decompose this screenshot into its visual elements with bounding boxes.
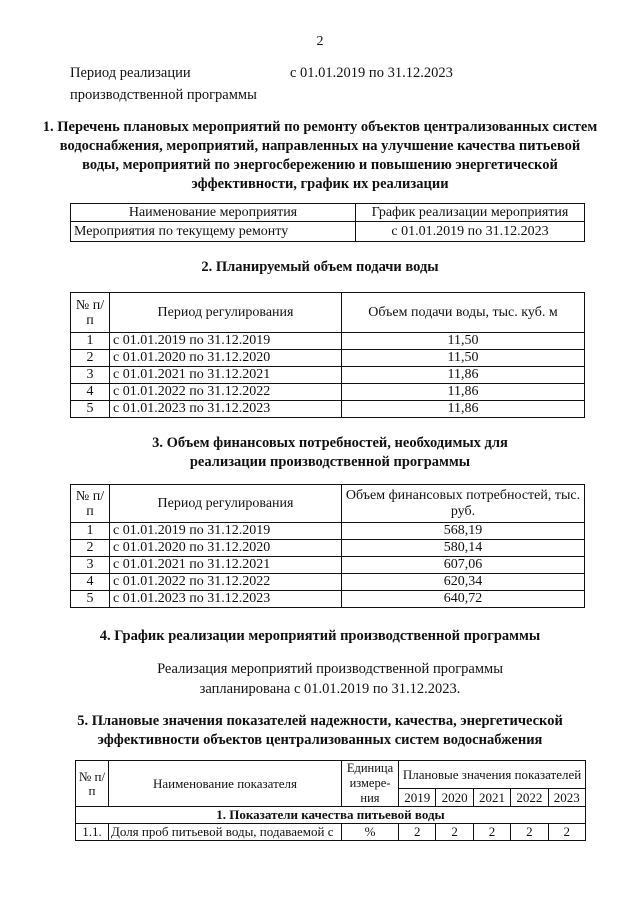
s3-cell: с 01.01.2023 по 31.12.2023: [110, 591, 342, 608]
s5-cell: 2: [548, 824, 585, 841]
page-number: 2: [316, 34, 324, 49]
table-row: [71, 401, 585, 418]
s3-header-num: № п/п: [71, 485, 110, 523]
s3-cell: 568,19: [342, 523, 585, 540]
s5-header-num: № п/п: [76, 761, 109, 807]
s2-cell: 3: [71, 367, 110, 384]
s3-cell: 607,06: [342, 557, 585, 574]
section1-table: [70, 203, 585, 242]
period-value: с 01.01.2019 по 31.12.2023: [290, 65, 453, 81]
s2-cell: с 01.01.2023 по 31.12.2023: [110, 401, 342, 418]
table-row: [76, 824, 586, 841]
period-label-line2: производственной программы: [70, 87, 257, 103]
section4-text: Реализация мероприятий производственной программы запланирована с 01.01.2019 по 31.12.2023.: [157, 661, 503, 697]
s3-cell: с 01.01.2019 по 31.12.2019: [110, 523, 342, 540]
table-row: [71, 574, 585, 591]
s5-header-name: Наименование показателя: [109, 761, 342, 807]
s3-cell: с 01.01.2021 по 31.12.2021: [110, 557, 342, 574]
s3-cell: с 01.01.2020 по 31.12.2020: [110, 540, 342, 557]
s2-cell: 4: [71, 384, 110, 401]
s1-header-schedule: График реализации мероприятия: [356, 204, 585, 222]
table-row: [71, 222, 585, 242]
s2-header-num: № п/п: [71, 293, 110, 333]
section4-title: 4. График реализации мероприятий производственной программы: [99, 628, 541, 644]
table-row: [71, 384, 585, 401]
s2-cell: 11,86: [342, 384, 585, 401]
s2-cell: 1: [71, 333, 110, 350]
s2-cell: с 01.01.2021 по 31.12.2021: [110, 367, 342, 384]
s2-cell: 2: [71, 350, 110, 367]
s3-cell: 5: [71, 591, 110, 608]
table-row: [71, 557, 585, 574]
s5-header-year: 2021: [473, 789, 510, 807]
s2-cell: с 01.01.2020 по 31.12.2020: [110, 350, 342, 367]
s2-cell: 11,50: [342, 350, 585, 367]
period-label-line1: Период реализации: [70, 65, 191, 81]
s2-cell: 11,50: [342, 333, 585, 350]
s2-cell: с 01.01.2019 по 31.12.2019: [110, 333, 342, 350]
s2-cell: 11,86: [342, 367, 585, 384]
s3-cell: 2: [71, 540, 110, 557]
s2-cell: с 01.01.2022 по 31.12.2022: [110, 384, 342, 401]
s5-header-year: 2020: [436, 789, 473, 807]
s5-header-planned: Плановые значения показателей: [399, 761, 586, 789]
s5-cell: 2: [511, 824, 548, 841]
section2-title: 2. Планируемый объем подачи воды: [201, 259, 439, 275]
s2-header-volume: Объем подачи воды, тыс. куб. м: [342, 293, 585, 333]
s5-cell: 1.1.: [76, 824, 109, 841]
s3-cell: 620,34: [342, 574, 585, 591]
s5-cell: 2: [399, 824, 436, 841]
s3-cell: 640,72: [342, 591, 585, 608]
s3-cell: 580,14: [342, 540, 585, 557]
section1-title: 1. Перечень плановых мероприятий по ремонту объектов централизованных систем водоснабжения, мероприятий, направленных на улучшение качества питьевой воды, мероприятий по энергосбережению и повышению энергетической эффективности, график их реализации: [42, 119, 598, 192]
s2-cell: 5: [71, 401, 110, 418]
s3-cell: с 01.01.2022 по 31.12.2022: [110, 574, 342, 591]
section3-title: 3. Объем финансовых потребностей, необходимых для реализации производственной программы: [152, 435, 508, 470]
s1-cell: Мероприятия по текущему ремонту: [71, 222, 356, 242]
table-row: [71, 367, 585, 384]
table-row: [71, 523, 585, 540]
s2-cell: 11,86: [342, 401, 585, 418]
s5-header-year: 2023: [548, 789, 585, 807]
section5-title: 5. Плановые значения показателей надежности, качества, энергетической эффективности объектов централизованных систем водоснабжения: [77, 713, 563, 748]
s2-header-period: Период регулирования: [110, 293, 342, 333]
table-row: [71, 540, 585, 557]
section3-table: [70, 484, 585, 608]
s5-header-year: 2022: [511, 789, 548, 807]
table-row: [71, 591, 585, 608]
s5-header-year: 2019: [399, 789, 436, 807]
s3-header-finance: Объем финансовых потребностей, тыс. руб.: [342, 485, 585, 523]
s5-group-title: 1. Показатели качества питьевой воды: [76, 807, 586, 824]
table-row: [71, 350, 585, 367]
s3-cell: 4: [71, 574, 110, 591]
s3-cell: 1: [71, 523, 110, 540]
s3-header-period: Период регулирования: [110, 485, 342, 523]
s5-header-unit: Единица измере-ния: [342, 761, 399, 807]
s1-cell: с 01.01.2019 по 31.12.2023: [356, 222, 585, 242]
s3-cell: 3: [71, 557, 110, 574]
s5-cell: %: [342, 824, 399, 841]
section5-table: [75, 760, 586, 841]
s5-cell: 2: [473, 824, 510, 841]
s5-cell: Доля проб питьевой воды, подаваемой с: [109, 824, 342, 841]
period-label: [70, 62, 290, 106]
section2-table: [70, 292, 585, 418]
table-row: [71, 333, 585, 350]
s5-cell: 2: [436, 824, 473, 841]
s1-header-name: Наименование мероприятия: [71, 204, 356, 222]
